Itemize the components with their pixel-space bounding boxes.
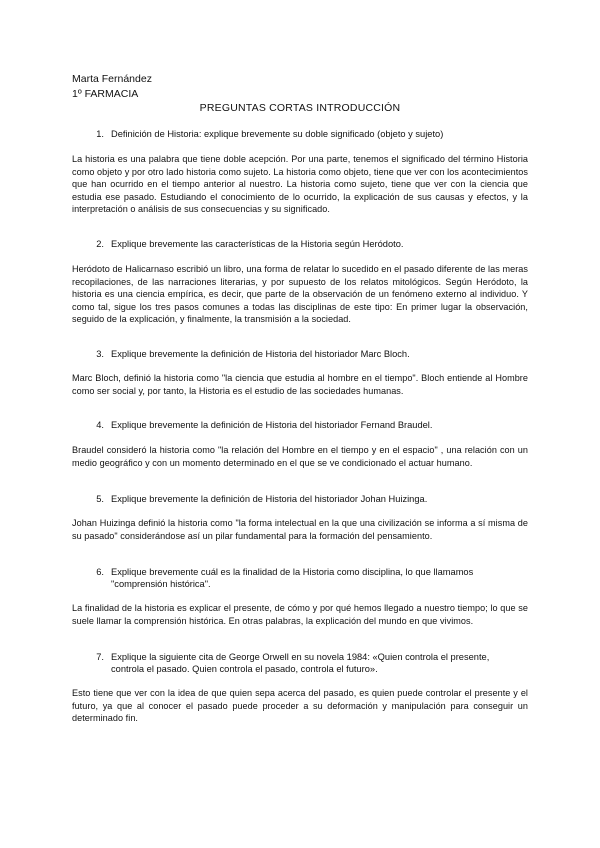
question-number: 5. — [96, 494, 104, 504]
question-number: 7. — [96, 652, 104, 662]
question-3 — [88, 348, 518, 360]
answer-1: La historia es una palabra que tiene doble acepción. Por una parte, tenemos el significado del término Historia como objeto y por otro lado historia como sujeto. La historia como objeto, tiene que ver con los acontecimientos que han ocurrido en el tiempo anterior al nuestro. La historia como sujeto, tiene que ver con la ciencia que estudia ese pasado. Estudiando el conocimiento de lo ocurrido, la explicación de sus causas y efectos, y la interpretación o análisis de sus consecuencias y su significado. — [72, 154, 528, 215]
question-4 — [88, 419, 518, 431]
answer-5: Johan Huizinga definió la historia como "la forma intelectual en la que una civilización se informa a sí misma de su pasado" considerándose así un pilar fundamental para la formación del pensamiento. — [72, 518, 528, 541]
question-2 — [88, 238, 518, 250]
course-label: 1º FARMACIA — [72, 88, 139, 100]
question-text: Explique brevemente la definición de Historia del historiador Johan Huizinga. — [111, 494, 428, 504]
answer-3: Marc Bloch, definió la historia como "la ciencia que estudia al hombre en el tiempo". Bloch entiende al Hombre como ser social y, por tanto, la Historia es el estudio de las sociedades humanas. — [72, 373, 528, 396]
document-title: PREGUNTAS CORTAS INTRODUCCIÓN — [199, 102, 401, 114]
question-6 — [88, 566, 518, 590]
question-1 — [88, 128, 518, 140]
author-name: Marta Fernández — [72, 73, 152, 85]
question-number: 2. — [96, 239, 104, 249]
answer-4: Braudel consideró la historia como "la relación del Hombre en el tiempo y en el espacio" , una relación con un medio geográfico y con un momento determinado en el que se ve condicionado el actuar humano. — [72, 445, 528, 468]
question-text: Explique la siguiente cita de George Orwell en su novela 1984: «Quien controla el presente, controla el pasado. Quien controla el pasado, controla el futuro». — [111, 652, 490, 674]
question-number: 3. — [96, 349, 104, 359]
question-number: 4. — [96, 420, 104, 430]
question-text: Definición de Historia: explique brevemente su doble significado (objeto y sujeto) — [111, 129, 444, 139]
question-text: Explique brevemente las características de la Historia según Heródoto. — [111, 239, 404, 249]
question-5 — [88, 493, 518, 505]
question-number: 6. — [96, 567, 104, 577]
question-text: Explique brevemente cuál es la finalidad de la Historia como disciplina, lo que llamamos "comprensión histórica". — [111, 567, 474, 589]
question-7 — [88, 651, 518, 675]
question-text: Explique brevemente la definición de Historia del historiador Fernand Braudel. — [111, 420, 433, 430]
answer-6: La finalidad de la historia es explicar el presente, de cómo y por qué hemos llegado a nuestro tiempo; lo que se suele llamar la comprensión histórica. En otras palabras, la explicación del mundo en que vivimos. — [72, 603, 528, 626]
question-text: Explique brevemente la definición de Historia del historiador Marc Bloch. — [111, 349, 410, 359]
question-number: 1. — [96, 129, 104, 139]
answer-2: Heródoto de Halicarnaso escribió un libro, una forma de relatar lo sucedido en el pasado diferente de las meras recopilaciones, de las narraciones literarias, y por supuesto de los relatos mitológicos. Según Heródoto, la historia es una ciencia empírica, es decir, que parte de la observación de un fenómeno externo al individuo. Y como tal, sigue los tres pasos comunes a todas las disciplinas de este tipo: En primer lugar la observación, seguido de la explicación, y finalmente, la transmisión a la sociedad. — [72, 264, 528, 325]
answer-7: Esto tiene que ver con la idea de que quien sepa acerca del pasado, es quien puede controlar el presente y el futuro, ya que al conocer el pasado puede proceder a su deformación y manipulación para conseguir un determinado fin. — [72, 688, 528, 724]
